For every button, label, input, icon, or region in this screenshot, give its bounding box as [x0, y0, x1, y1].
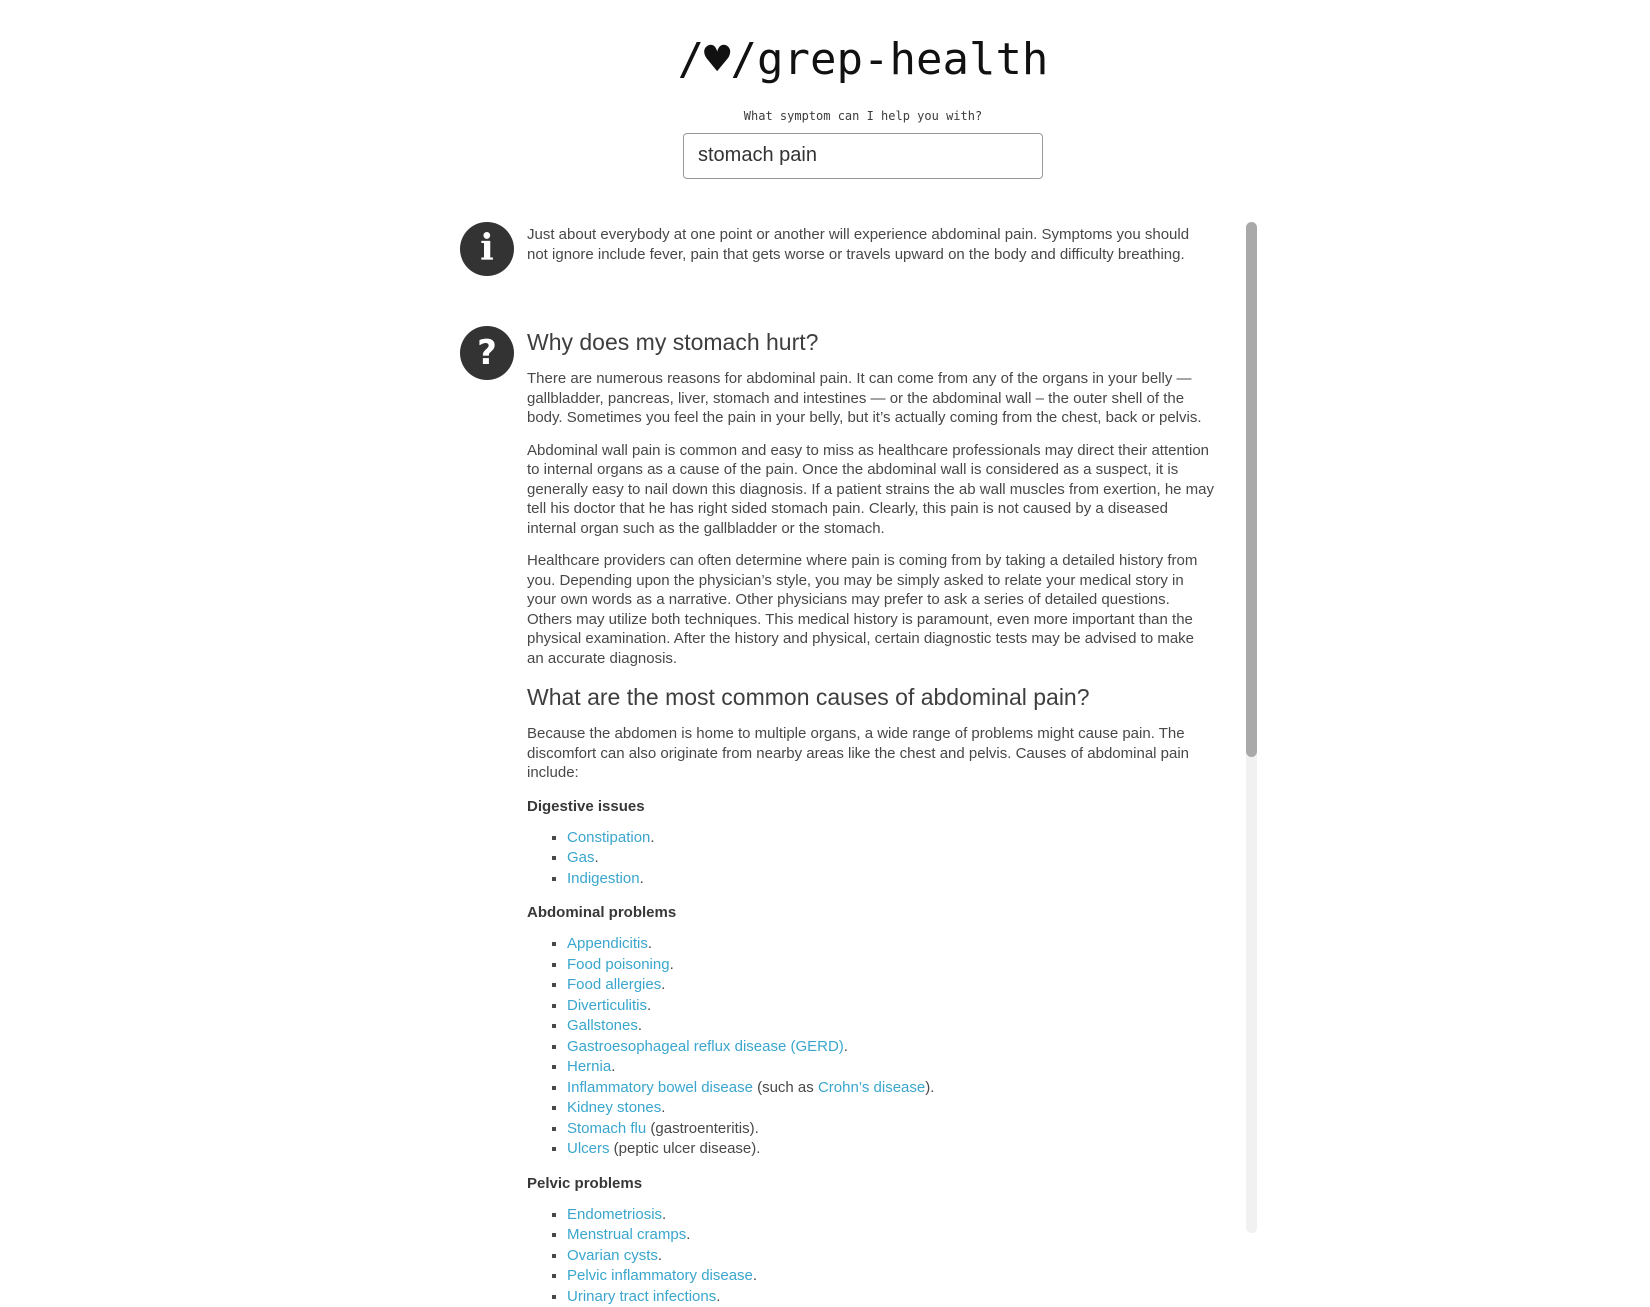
cause-link[interactable]: Diverticulitis	[567, 997, 647, 1014]
cause-text-fragment: .	[611, 1058, 615, 1075]
qa-paragraph-3: Healthcare providers can often determine where pain is coming from by taking a detailed history from you. Depending upon the physician’s style, you may be simply asked to relate your medical story in your own words as a narrative. Other physicians may prefer to ask a series of detailed questions. Others may utilize both techniques. This medical history is paramount, even more important than the physical examination. After the history and physical, certain diagnostic tests may be advised to make an accurate diagnosis.	[527, 551, 1214, 668]
question-heading: Why does my stomach hurt?	[527, 328, 1214, 357]
cause-list-item	[567, 996, 1214, 1017]
cause-list-item	[567, 975, 1214, 996]
cause-text-fragment: .	[686, 1226, 690, 1243]
cause-list-item	[567, 955, 1214, 976]
cause-section-title: Pelvic problems	[527, 1174, 1214, 1194]
qa-block	[460, 326, 1230, 1307]
cause-text-fragment: (gastroenteritis).	[646, 1120, 759, 1137]
cause-link[interactable]: Hernia	[567, 1058, 611, 1075]
cause-link[interactable]: Pelvic inflammatory disease	[567, 1267, 753, 1284]
cause-list-item	[567, 934, 1214, 955]
cause-list-item	[567, 848, 1214, 869]
cause-link[interactable]: Constipation	[567, 829, 650, 846]
cause-text-fragment: .	[650, 829, 654, 846]
app-logo[interactable]: /♥/grep-health	[463, 34, 1263, 87]
cause-text-fragment: .	[670, 956, 674, 973]
cause-link[interactable]: Endometriosis	[567, 1206, 662, 1223]
results-content	[460, 222, 1230, 1307]
cause-list-item	[567, 1225, 1214, 1246]
cause-list-item	[567, 1287, 1214, 1307]
cause-link[interactable]: Ovarian cysts	[567, 1247, 658, 1264]
cause-link[interactable]: Urinary tract infections	[567, 1288, 716, 1305]
cause-list-item	[567, 1119, 1214, 1140]
causes-heading: What are the most common causes of abdominal pain?	[527, 683, 1214, 712]
intro-block	[460, 222, 1230, 276]
cause-list-item	[567, 1057, 1214, 1078]
cause-text-fragment: .	[647, 997, 651, 1014]
cause-link[interactable]: Inflammatory bowel disease	[567, 1079, 753, 1096]
cause-text-fragment: .	[638, 1017, 642, 1034]
symptom-search-input[interactable]	[683, 133, 1043, 179]
cause-link[interactable]: Crohn’s disease	[818, 1079, 925, 1096]
cause-list-item	[567, 1246, 1214, 1267]
qa-text	[527, 326, 1230, 1307]
cause-link[interactable]: Food allergies	[567, 976, 661, 993]
cause-list-item	[567, 1098, 1214, 1119]
cause-text-fragment: .	[661, 976, 665, 993]
cause-link[interactable]: Indigestion	[567, 870, 640, 887]
cause-list-item	[567, 1139, 1214, 1160]
cause-list	[527, 934, 1214, 1160]
cause-list-item	[567, 1205, 1214, 1226]
cause-list-item	[567, 1266, 1214, 1287]
cause-link[interactable]: Gas	[567, 849, 595, 866]
cause-list-item	[567, 1037, 1214, 1058]
results-panel	[460, 210, 1258, 1247]
cause-text-fragment: (peptic ulcer disease).	[610, 1140, 761, 1157]
cause-text-fragment: .	[662, 1206, 666, 1223]
tagline: What symptom can I help you with?	[463, 109, 1263, 123]
cause-sections	[527, 797, 1214, 1307]
cause-text-fragment: .	[648, 935, 652, 952]
cause-link[interactable]: Food poisoning	[567, 956, 670, 973]
cause-text-fragment: ).	[925, 1079, 934, 1096]
cause-link[interactable]: Gastroesophageal reflux disease (GERD)	[567, 1038, 844, 1055]
cause-section-title: Abdominal problems	[527, 903, 1214, 923]
cause-text-fragment: .	[658, 1247, 662, 1264]
info-icon-glyph: i	[480, 230, 494, 266]
scrollbar-thumb[interactable]	[1246, 222, 1257, 757]
qa-paragraph-1: There are numerous reasons for abdominal pain. It can come from any of the organs in your belly — gallbladder, pancreas, liver, stomach and intestines — or the abdominal wall – the outer shell of the body. Sometimes you feel the pain in your belly, but it’s actually coming from the chest, back or pelvis.	[527, 369, 1214, 428]
cause-text-fragment: .	[716, 1288, 720, 1305]
cause-link[interactable]: Ulcers	[567, 1140, 610, 1157]
qa-paragraph-2: Abdominal wall pain is common and easy to miss as healthcare professionals may direct their attention to internal organs as a cause of the pain. Once the abdominal wall is considered as a suspect, it is generally easy to nail down this diagnosis. If a patient strains the ab wall muscles from exertion, he may tell his doctor that he has right sided stomach pain. Clearly, this pain is not caused by a diseased internal organ such as the gallbladder or the stomach.	[527, 441, 1214, 539]
causes-intro: Because the abdomen is home to multiple organs, a wide range of problems might cause pain. The discomfort can also originate from nearby areas like the chest and pelvis. Causes of abdominal pain include:	[527, 724, 1214, 783]
cause-list	[527, 1205, 1214, 1307]
cause-text-fragment: .	[595, 849, 599, 866]
info-icon	[460, 222, 514, 276]
cause-list-item	[567, 828, 1214, 849]
question-icon-glyph: ?	[477, 336, 497, 370]
cause-text-fragment: .	[640, 870, 644, 887]
cause-list-item	[567, 1016, 1214, 1037]
cause-text-fragment: .	[661, 1099, 665, 1116]
question-icon	[460, 326, 514, 380]
cause-list	[527, 828, 1214, 890]
cause-text-fragment: .	[844, 1038, 848, 1055]
cause-link[interactable]: Kidney stones	[567, 1099, 661, 1116]
cause-list-item	[567, 1078, 1214, 1099]
cause-section-title: Digestive issues	[527, 797, 1214, 817]
cause-text-fragment: (such as	[753, 1079, 818, 1096]
intro-paragraph: Just about everybody at one point or another will experience abdominal pain. Symptoms you should not ignore include fever, pain that gets worse or travels upward on the body and difficulty breathing.	[527, 225, 1214, 264]
cause-link[interactable]: Gallstones	[567, 1017, 638, 1034]
cause-link[interactable]: Stomach flu	[567, 1120, 646, 1137]
cause-link[interactable]: Appendicitis	[567, 935, 648, 952]
cause-list-item	[567, 869, 1214, 890]
cause-link[interactable]: Menstrual cramps	[567, 1226, 686, 1243]
header	[463, 0, 1263, 179]
intro-text	[527, 222, 1230, 267]
cause-text-fragment: .	[753, 1267, 757, 1284]
